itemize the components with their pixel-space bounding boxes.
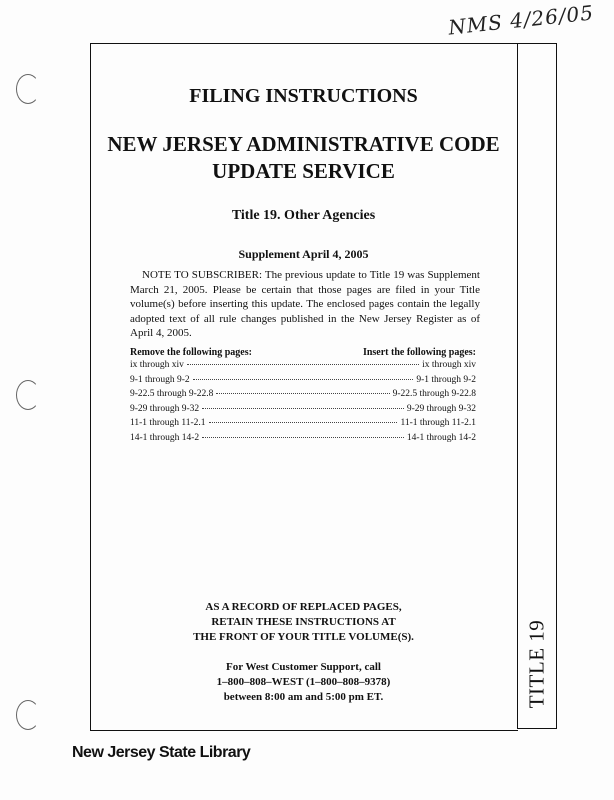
supplement-date: Supplement April 4, 2005 [238, 247, 369, 261]
table-row [130, 418, 476, 433]
dot-leader [209, 421, 398, 423]
support-line: For West Customer Support, call [226, 661, 381, 673]
note-to-subscriber: NOTE TO SUBSCRIBER: The previous update to Title 19 was Supplement March 21, 2005. Please be certain that those pages are filed in your Title volume(s) before inserting this update. The enclosed pages contain the legally adopted text of all rule changes published in the New Jersey Register as of April 4, 2005. [130, 269, 480, 339]
table-row [130, 433, 476, 448]
insert-pages-cell: ix through xiv [422, 360, 476, 370]
code-title-line: NEW JERSEY ADMINISTRATIVE CODE [107, 132, 500, 156]
remove-pages-cell: 14-1 through 14-2 [130, 432, 200, 443]
customer-support-info [90, 660, 517, 705]
code-title-line: UPDATE SERVICE [212, 159, 395, 183]
dot-leader [216, 392, 389, 394]
code-title [90, 131, 517, 185]
punch-hole-top [16, 74, 40, 104]
pages-table [130, 347, 476, 447]
spine-label: TITLE 19 [524, 619, 549, 709]
insert-pages-cell: 9-29 through 9-32 [406, 403, 476, 414]
insert-pages-cell: 9-22.5 through 9-22.8 [392, 389, 476, 399]
dot-leader [202, 436, 404, 438]
retain-line: AS A RECORD OF REPLACED PAGES, [205, 601, 402, 613]
retain-line: RETAIN THESE INSTRUCTIONS AT [211, 616, 396, 628]
handwritten-initials-date: NMS 4/26/05 [447, 0, 595, 40]
insert-pages-cell: 14-1 through 14-2 [406, 432, 476, 443]
title-name: Title 19. Other Agencies [231, 208, 376, 223]
remove-pages-cell: 9-1 through 9-2 [130, 374, 190, 385]
table-row [130, 404, 476, 419]
remove-pages-cell: 11-1 through 11-2.1 [130, 418, 206, 428]
library-stamp: New Jersey State Library [72, 744, 251, 761]
retain-instructions [90, 600, 517, 645]
dot-leader [193, 378, 414, 380]
retain-line: THE FRONT OF YOUR TITLE VOLUME(S). [193, 631, 414, 643]
title-spine [517, 43, 557, 729]
insert-pages-cell: 9-1 through 9-2 [416, 374, 476, 385]
dot-leader [202, 407, 404, 409]
remove-pages-cell: 9-29 through 9-32 [130, 403, 200, 414]
remove-pages-cell: 9-22.5 through 9-22.8 [130, 389, 214, 399]
remove-pages-header: Remove the following pages: [130, 347, 252, 358]
insert-pages-cell: 11-1 through 11-2.1 [400, 418, 476, 428]
insert-pages-header: Insert the following pages: [362, 347, 476, 358]
punch-hole-middle [16, 380, 40, 410]
support-hours: between 8:00 am and 5:00 pm ET. [223, 691, 384, 703]
table-row [130, 375, 476, 390]
pages-table-header [130, 347, 476, 360]
document-content [90, 43, 517, 729]
support-phone: 1–800–808–WEST (1–800–808–9378) [216, 676, 391, 688]
filing-instructions-heading: FILING INSTRUCTIONS [189, 85, 418, 107]
remove-pages-cell: ix through xiv [130, 360, 184, 370]
dot-leader [187, 363, 419, 365]
punch-hole-bottom [16, 700, 40, 730]
table-row [130, 360, 476, 375]
table-row [130, 389, 476, 404]
